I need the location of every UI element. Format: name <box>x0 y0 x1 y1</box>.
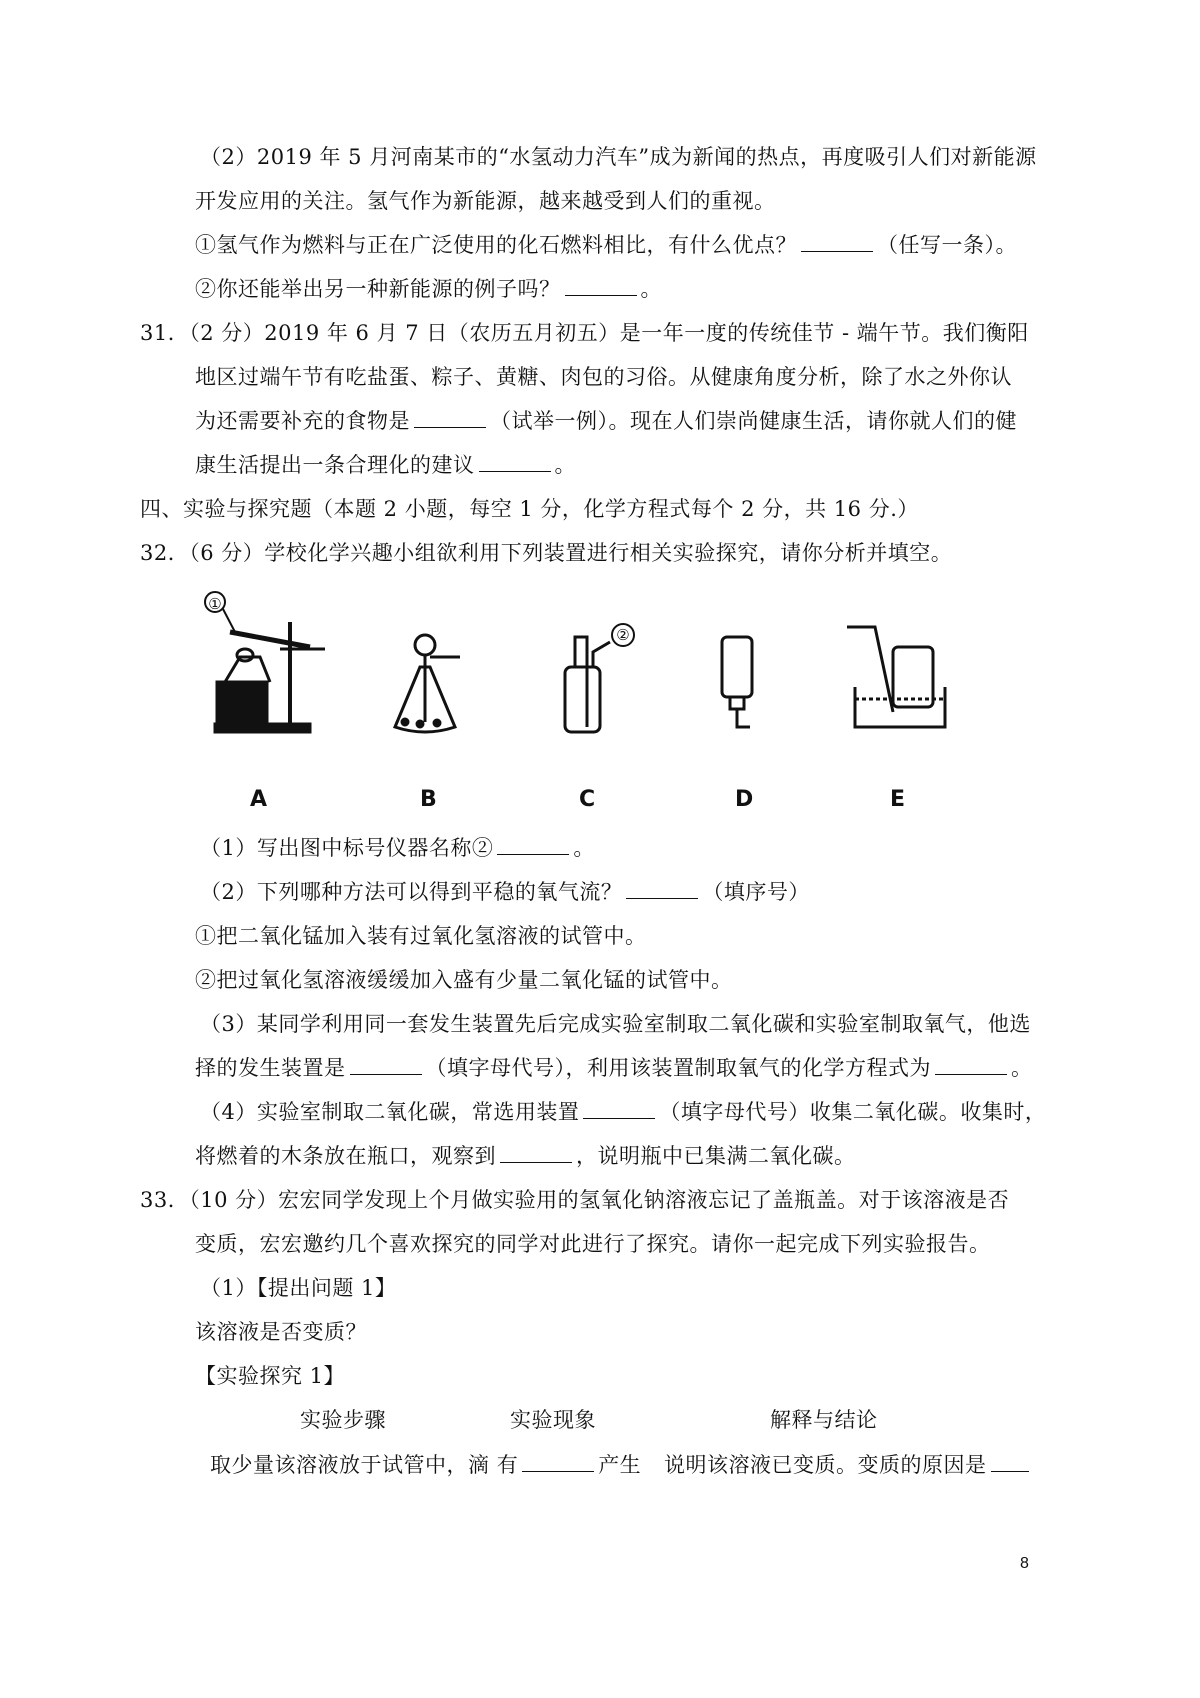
question-31-header: 31．（2 分）2019 年 6 月 7 日（农历五月初五）是一年一度的传统佳节 - 端午节。我们衡阳 <box>140 321 1029 345</box>
apparatus-a <box>205 592 325 732</box>
text-line <box>195 406 1017 436</box>
question-text: ①氢气作为燃料与正在广泛使用的化石燃料相比，有什么优点？ <box>195 233 797 257</box>
table-header-conclusion: 解释与结论 <box>770 1408 878 1432</box>
table-cell: 有 <box>496 1453 519 1477</box>
answer-blank[interactable] <box>565 275 637 296</box>
figure-label-d: D <box>735 787 754 812</box>
answer-blank[interactable] <box>350 1054 422 1075</box>
answer-blank[interactable] <box>801 231 873 252</box>
question-33-header: 33．（10 分）宏宏同学发现上个月做实验用的氢氧化钠溶液忘记了盖瓶盖。对于该溶液是否 <box>140 1188 1010 1212</box>
text-line <box>195 1141 856 1171</box>
question-text: （1）写出图中标号仪器名称② <box>200 836 494 860</box>
question-text: 。 <box>1011 1056 1033 1080</box>
answer-blank[interactable] <box>479 451 551 472</box>
text-line: 开发应用的关注。氢气作为新能源，越来越受到人们的重视。 <box>195 189 776 213</box>
figure-label-c: C <box>579 787 596 812</box>
figure-label-a: A <box>250 787 268 812</box>
text-line: 变质，宏宏邀约几个喜欢探究的同学对此进行了探究。请你一起完成下列实验报告。 <box>195 1232 991 1256</box>
question-text: 择的发生装置是 <box>195 1056 346 1080</box>
page-number: 8 <box>1020 1555 1029 1572</box>
table-row <box>210 1450 641 1480</box>
marker-1: ① <box>208 595 222 613</box>
question-text: （4）实验室制取二氧化碳，常选用装置 <box>200 1100 580 1124</box>
figure-label-b: B <box>420 787 437 812</box>
question-text: 。 <box>640 277 662 301</box>
table-cell: 说明该溶液已变质。变质的原因是 <box>664 1453 987 1477</box>
text-line <box>200 833 595 863</box>
text-line: 该溶液是否变质？ <box>195 1320 367 1344</box>
apparatus-figure <box>208 595 1045 817</box>
question-text: ②你还能举出另一种新能源的例子吗？ <box>195 277 561 301</box>
answer-blank[interactable] <box>500 1142 572 1163</box>
question-32-header: 32．（6 分）学校化学兴趣小组欲利用下列装置进行相关实验探究，请你分析并填空。 <box>140 541 953 565</box>
question-text: 康生活提出一条合理化的建议 <box>195 453 475 477</box>
text-line: （1）【提出问题 1】 <box>200 1276 397 1300</box>
question-text: （填序号） <box>702 880 810 904</box>
answer-blank[interactable] <box>522 1451 594 1472</box>
text-line <box>195 450 576 480</box>
text-line <box>195 274 662 304</box>
section-heading: 四、实验与探究题（本题 2 小题，每空 1 分，化学方程式每个 2 分，共 16 分.） <box>140 497 919 521</box>
table-header-steps: 实验步骤 <box>300 1408 386 1432</box>
question-text: 。 <box>554 453 576 477</box>
answer-blank[interactable] <box>935 1054 1007 1075</box>
text-line: （2）2019 年 5 月河南某市的“水氢动力汽车”成为新闻的热点，再度吸引人们对新能源 <box>200 145 1037 169</box>
table-cell: 产生 <box>598 1453 642 1477</box>
text-line <box>195 230 1017 260</box>
text-line: ①把二氧化锰加入装有过氧化氢溶液的试管中。 <box>195 924 647 948</box>
answer-blank[interactable] <box>626 878 698 899</box>
table-cell: 取少量该溶液放于试管中，滴 <box>210 1453 490 1477</box>
text-line: ②把过氧化氢溶液缓缓加入盛有少量二氧化锰的试管中。 <box>195 968 733 992</box>
answer-blank[interactable] <box>497 834 569 855</box>
figure-label-e: E <box>890 787 906 812</box>
question-text: （任写一条）。 <box>877 233 1017 257</box>
question-text: 。 <box>573 836 595 860</box>
question-text: 为还需要补充的食物是 <box>195 409 410 433</box>
question-text: （2）下列哪种方法可以得到平稳的氧气流？ <box>200 880 623 904</box>
apparatus-d <box>722 637 752 727</box>
text-line: （3）某同学利用同一套发生装置先后完成实验室制取二氧化碳和实验室制取氧气，他选 <box>200 1012 1031 1036</box>
table-header-phenomenon: 实验现象 <box>510 1408 596 1432</box>
apparatus-e <box>847 627 945 727</box>
question-text: ，说明瓶中已集满二氧化碳。 <box>576 1144 856 1168</box>
question-text: （填字母代号），利用该装置制取氧气的化学方程式为 <box>425 1056 931 1080</box>
answer-blank[interactable] <box>583 1098 655 1119</box>
question-text: 将燃着的木条放在瓶口，观察到 <box>195 1144 496 1168</box>
marker-2: ② <box>616 626 630 644</box>
text-line: 【实验探究 1】 <box>195 1364 346 1388</box>
question-text: （试举一例）。现在人们崇尚健康生活，请你就人们的健 <box>490 409 1017 433</box>
text-line <box>200 1097 1046 1127</box>
table-cell <box>664 1450 1033 1480</box>
question-text: （填字母代号）收集二氧化碳。收集时， <box>659 1100 1047 1124</box>
answer-blank[interactable] <box>991 1451 1029 1472</box>
apparatus-b <box>395 635 460 732</box>
apparatus-drawing <box>208 595 1045 817</box>
text-line <box>195 1053 1033 1083</box>
text-line: 地区过端午节有吃盐蛋、粽子、黄糖、肉包的习俗。从健康角度分析，除了水之外你认 <box>195 365 1012 389</box>
answer-blank[interactable] <box>414 407 486 428</box>
text-line <box>200 877 810 907</box>
